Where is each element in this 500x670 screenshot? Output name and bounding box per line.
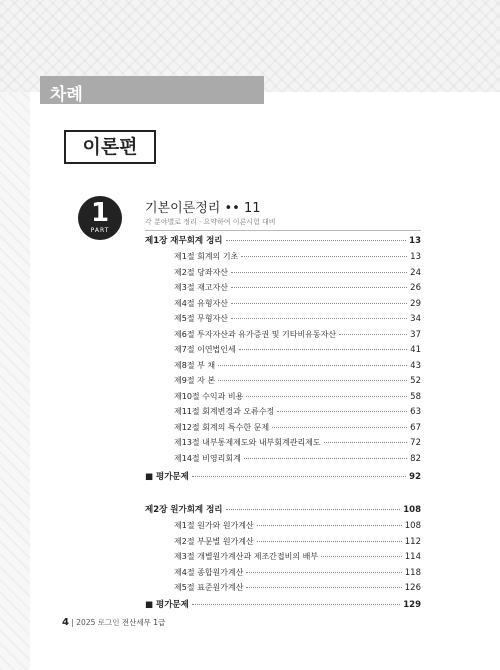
entry-page: 24 xyxy=(410,268,421,278)
toc-entry[interactable] xyxy=(174,313,421,324)
part-word: PART xyxy=(90,227,110,234)
entry-page: 112 xyxy=(404,537,421,547)
leader-dots xyxy=(226,509,401,510)
entry-page: 126 xyxy=(404,583,421,593)
toc-entry[interactable] xyxy=(174,360,421,371)
entry-page: 41 xyxy=(410,345,421,355)
toc-entry[interactable] xyxy=(174,344,421,355)
entry-page: 37 xyxy=(410,330,421,340)
entry-label: 제7절 이연법인세 xyxy=(174,345,236,354)
leader-dots xyxy=(226,240,407,241)
toc-entry[interactable] xyxy=(174,453,421,464)
entry-label: 제8절 부 채 xyxy=(174,361,216,370)
footer-page-number: 4 xyxy=(62,617,69,628)
entry-label: 제14절 비영리회계 xyxy=(174,454,241,463)
entry-label: 제11절 회계변경과 오류수정 xyxy=(174,407,275,416)
section-title: 이론편 xyxy=(64,130,156,164)
leader-dots xyxy=(246,572,401,573)
leader-dots xyxy=(231,303,407,304)
entry-label: 제1절 원가와 원가계산 xyxy=(174,521,254,530)
leader-dots xyxy=(257,541,402,542)
leader-dots xyxy=(241,256,407,257)
entry-page: 63 xyxy=(410,407,421,417)
part-badge xyxy=(78,196,122,240)
toc-label: 차례 xyxy=(50,85,83,105)
toc-entry-review-2[interactable] xyxy=(145,598,421,610)
entry-label: 제10절 수익과 비용 xyxy=(174,392,244,401)
toc-entry[interactable] xyxy=(174,282,421,293)
leader-dots xyxy=(231,287,407,288)
side-pattern xyxy=(0,92,30,670)
toc-banner xyxy=(40,76,264,104)
toc-entry[interactable] xyxy=(174,582,421,593)
entry-label: 제1절 회계의 기초 xyxy=(174,252,239,261)
leader-dots xyxy=(218,365,407,366)
leader-dots xyxy=(321,556,402,557)
entry-page: 72 xyxy=(410,438,421,448)
entry-label: 제1장 재무회계 정리 xyxy=(145,236,223,246)
part-number: 1 xyxy=(90,198,110,228)
toc-entry[interactable] xyxy=(174,375,421,386)
toc-entry[interactable] xyxy=(174,391,421,402)
leader-dots xyxy=(239,349,407,350)
leader-dots xyxy=(246,396,407,397)
entry-label: 제4절 유형자산 xyxy=(174,299,229,308)
chapter-title: 기본이론정리 •• 11 xyxy=(145,201,261,216)
entry-label: 제4절 종합원가계산 xyxy=(174,568,244,577)
entry-page: 13 xyxy=(410,252,421,262)
entry-page: 34 xyxy=(410,314,421,324)
entry-label: 제12절 회계의 특수한 문제 xyxy=(174,423,270,432)
footer-year: 2025 xyxy=(76,618,96,627)
leader-dots xyxy=(277,411,407,412)
entry-label: 제13절 내부통제제도와 내부회계관리제도 xyxy=(174,438,321,447)
entry-page: 108 xyxy=(403,505,421,515)
entry-label: 제2장 원가회계 정리 xyxy=(145,505,223,515)
entry-page: 58 xyxy=(410,392,421,402)
entry-page: 52 xyxy=(410,376,421,386)
chapter-subtitle: 각 분야별로 정리 · 요약하여 이론시험 대비 xyxy=(145,218,276,226)
leader-dots xyxy=(231,272,407,273)
entry-label: 제3절 개별원가계산과 제조간접비의 배부 xyxy=(174,552,319,561)
entry-label: 제2절 당좌자산 xyxy=(174,268,229,277)
divider xyxy=(145,230,421,231)
footer-brand: 로그인 xyxy=(97,618,120,627)
leader-dots xyxy=(272,427,407,428)
entry-label: 제2절 부문별 원가계산 xyxy=(174,537,254,546)
entry-page: 26 xyxy=(410,283,421,293)
leader-dots xyxy=(231,318,407,319)
leader-dots xyxy=(339,334,407,335)
toc-entry[interactable] xyxy=(174,251,421,262)
leader-dots xyxy=(244,458,407,459)
toc-entry[interactable] xyxy=(174,551,421,562)
entry-page: 92 xyxy=(409,472,421,482)
toc-entry[interactable] xyxy=(174,298,421,309)
leader-dots xyxy=(218,380,407,381)
footer-separator: | xyxy=(71,618,74,627)
entry-page: 118 xyxy=(404,568,421,578)
toc-entry-chapter-1[interactable] xyxy=(145,234,421,246)
entry-page: 13 xyxy=(409,236,421,246)
entry-label: 제6절 투자자산과 유가증권 및 기타비유동자산 xyxy=(174,330,337,339)
entry-label: 제3절 재고자산 xyxy=(174,283,229,292)
entry-label: ■ 평가문제 xyxy=(145,472,189,482)
entry-page: 29 xyxy=(410,299,421,309)
toc-entry-chapter-2[interactable] xyxy=(145,503,421,515)
footer-book-title: 전산세무 1급 xyxy=(121,618,166,627)
leader-dots xyxy=(192,476,406,477)
toc-entry[interactable] xyxy=(174,422,421,433)
toc-entry[interactable] xyxy=(174,406,421,417)
toc-entry[interactable] xyxy=(174,437,421,448)
toc-entry[interactable] xyxy=(174,329,421,340)
entry-page: 67 xyxy=(410,423,421,433)
leader-dots xyxy=(324,442,408,443)
entry-page: 108 xyxy=(404,521,421,531)
leader-dots xyxy=(246,587,401,588)
entry-page: 82 xyxy=(410,454,421,464)
entry-page: 43 xyxy=(410,361,421,371)
leader-dots xyxy=(192,604,400,605)
entry-page: 114 xyxy=(404,552,421,562)
entry-label: 제5절 표준원가계산 xyxy=(174,583,244,592)
toc-entry[interactable] xyxy=(174,567,421,578)
toc-entry[interactable] xyxy=(174,536,421,547)
toc-entry-review-1[interactable] xyxy=(145,470,421,482)
entry-page: 129 xyxy=(403,600,421,610)
entry-label: 제5절 무형자산 xyxy=(174,314,229,323)
toc-entry[interactable] xyxy=(174,520,421,531)
entry-label: 제9절 자 본 xyxy=(174,376,216,385)
entry-label: ■ 평가문제 xyxy=(145,600,189,610)
leader-dots xyxy=(257,525,402,526)
toc-entry[interactable] xyxy=(174,267,421,278)
page-footer xyxy=(62,617,165,628)
